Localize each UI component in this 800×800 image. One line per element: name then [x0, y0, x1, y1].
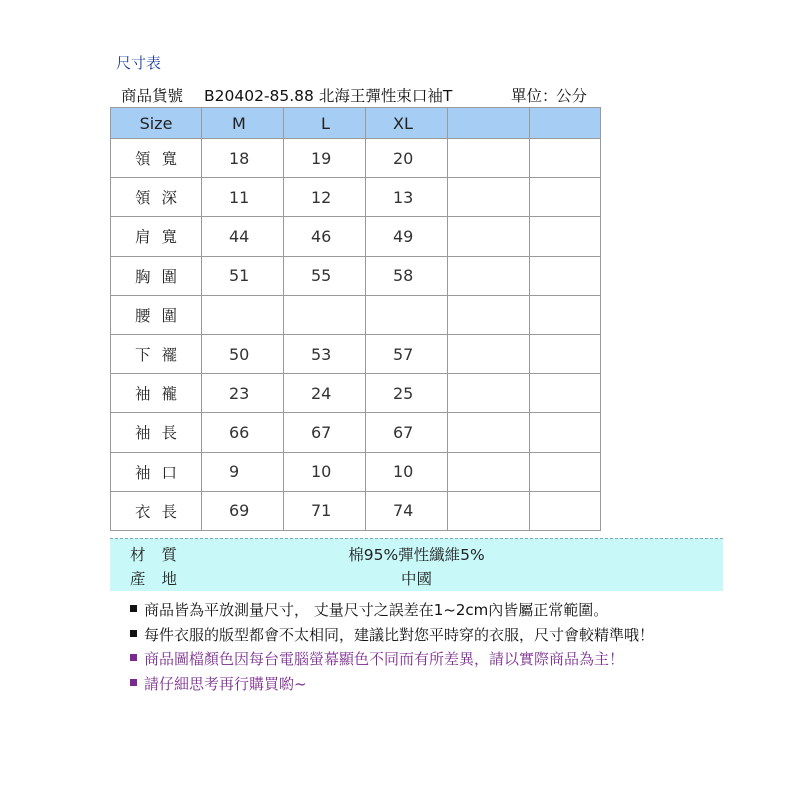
square-bullet-icon: [130, 630, 137, 637]
cell-empty: [448, 334, 530, 373]
cell-empty: [530, 334, 601, 373]
unit-label: 單位：: [511, 87, 558, 105]
list-item: [130, 599, 654, 624]
note-text: 商品皆為平放測量尺寸， 丈量尺寸之誤差在1~2cm內皆屬正常範圍。: [144, 601, 609, 619]
cell-xl: [366, 295, 448, 334]
row-label: 肩寬: [111, 217, 202, 256]
cell-m: 18: [202, 139, 284, 178]
cell-empty: [530, 295, 601, 334]
cell-empty: [530, 217, 601, 256]
header-xl: XL: [366, 108, 448, 139]
list-item: [130, 673, 654, 698]
origin-label: 產地: [130, 570, 194, 588]
row-label: 領深: [111, 178, 202, 217]
cell-empty: [448, 178, 530, 217]
cell-l: 53: [284, 334, 366, 373]
size-table: [110, 107, 601, 531]
cell-empty: [530, 491, 601, 530]
row-label: 袖襱: [111, 374, 202, 413]
table-row: [111, 374, 601, 413]
table-row: [111, 139, 601, 178]
cell-m: 66: [202, 413, 284, 452]
row-label: 袖長: [111, 413, 202, 452]
cell-m: 51: [202, 256, 284, 295]
square-bullet-icon: [130, 679, 137, 686]
cell-xl: 74: [366, 491, 448, 530]
cell-xl: 10: [366, 452, 448, 491]
table-row: [111, 413, 601, 452]
row-label: 領寬: [111, 139, 202, 178]
cell-l: 10: [284, 452, 366, 491]
cell-m: 23: [202, 374, 284, 413]
cell-m: 9: [202, 452, 284, 491]
notes-list: [130, 599, 654, 697]
header-size: Size: [111, 108, 202, 139]
table-row: [111, 217, 601, 256]
cell-empty: [448, 295, 530, 334]
cell-l: [284, 295, 366, 334]
note-text: 每件衣服的版型都會不太相同，建議比對您平時穿的衣服，尺寸會較精準哦！: [144, 625, 655, 644]
cell-l: 46: [284, 217, 366, 256]
fabric-row: [110, 543, 723, 567]
product-code-label: 商品貨號: [121, 87, 184, 105]
cell-xl: 25: [366, 374, 448, 413]
cell-empty: [530, 256, 601, 295]
table-row: [111, 334, 601, 373]
cell-l: 24: [284, 374, 366, 413]
cell-xl: 57: [366, 334, 448, 373]
cell-m: 44: [202, 217, 284, 256]
row-label: 腰圍: [111, 295, 202, 334]
product-info: [121, 84, 601, 106]
cell-l: 67: [284, 413, 366, 452]
list-item: [130, 648, 654, 673]
cell-empty: [530, 178, 601, 217]
cell-empty: [448, 491, 530, 530]
cell-empty: [530, 139, 601, 178]
header-l: L: [284, 108, 366, 139]
list-item: [130, 624, 654, 649]
cell-xl: 58: [366, 256, 448, 295]
cell-m: 11: [202, 178, 284, 217]
table-row: [111, 256, 601, 295]
table-row: [111, 491, 601, 530]
table-row: [111, 178, 601, 217]
cell-xl: 67: [366, 413, 448, 452]
row-label: 下襬: [111, 334, 202, 373]
cell-empty: [448, 413, 530, 452]
cell-empty: [448, 452, 530, 491]
cell-empty: [530, 374, 601, 413]
unit-value: 公分: [556, 87, 588, 105]
header-empty-2: [530, 108, 601, 139]
row-label: 袖口: [111, 452, 202, 491]
row-label: 衣長: [111, 491, 202, 530]
fabric-value: 棉95%彈性纖維5%: [348, 546, 485, 564]
header-m: M: [202, 108, 284, 139]
page-title: 尺寸表: [116, 54, 162, 72]
note-text: 商品圖檔顏色因每台電腦螢幕顯色不同而有所差異，請以實際商品為主！: [144, 650, 625, 668]
origin-value: 中國: [400, 570, 432, 588]
cell-l: 55: [284, 256, 366, 295]
square-bullet-icon: [130, 654, 137, 661]
cell-empty: [448, 374, 530, 413]
cell-xl: 20: [366, 139, 448, 178]
cell-m: 69: [202, 491, 284, 530]
fabric-label: 材質: [130, 546, 194, 564]
cell-xl: 13: [366, 178, 448, 217]
square-bullet-icon: [130, 605, 137, 612]
material-box: [110, 538, 723, 591]
header-empty-1: [448, 108, 530, 139]
row-label: 胸圍: [111, 256, 202, 295]
cell-l: 12: [284, 178, 366, 217]
cell-m: [202, 295, 284, 334]
note-text: 請仔細思考再行購買喲~: [144, 674, 307, 693]
cell-l: 19: [284, 139, 366, 178]
cell-xl: 49: [366, 217, 448, 256]
cell-m: 50: [202, 334, 284, 373]
cell-empty: [448, 256, 530, 295]
origin-row: [110, 567, 723, 591]
cell-empty: [448, 217, 530, 256]
cell-l: 71: [284, 491, 366, 530]
cell-empty: [448, 139, 530, 178]
table-header-row: [111, 108, 601, 139]
product-code: B20402-85.88 北海王彈性束口袖T: [204, 87, 453, 105]
table-row: [111, 452, 601, 491]
cell-empty: [530, 452, 601, 491]
table-row: [111, 295, 601, 334]
cell-empty: [530, 413, 601, 452]
